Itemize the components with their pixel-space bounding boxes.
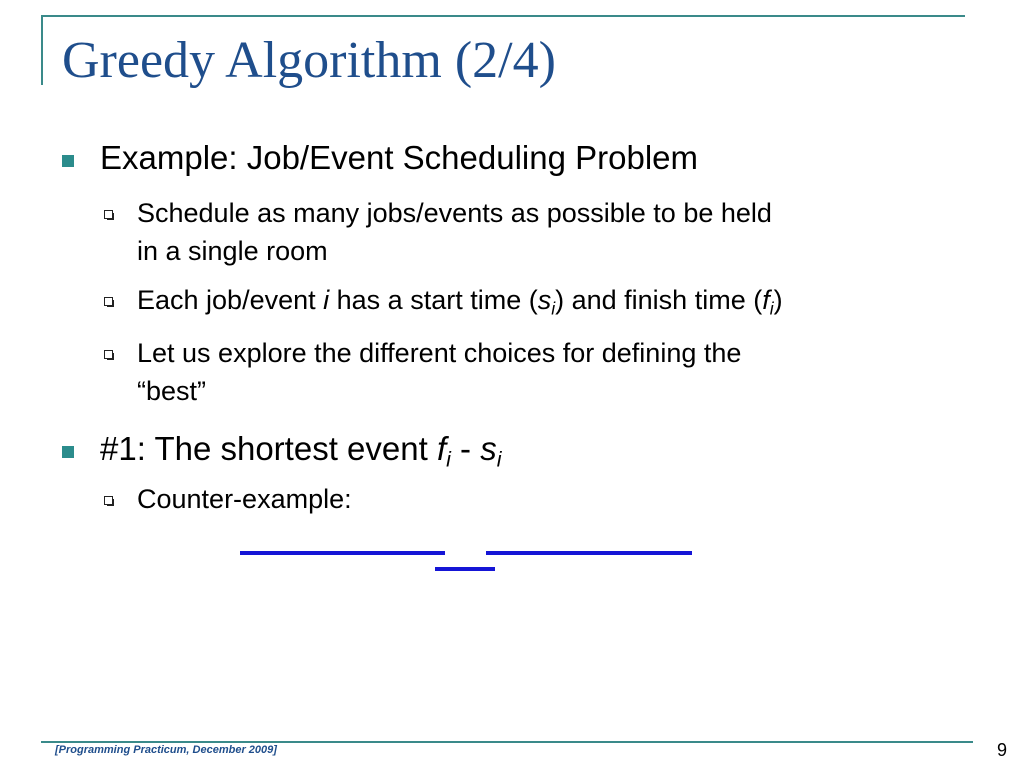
counter-example-interval-short	[435, 567, 495, 571]
footer-citation: [Programming Practicum, December 2009]	[55, 744, 277, 756]
sub-bullet-explore-line2: “best”	[137, 376, 207, 406]
sub-bullet-box-icon	[104, 297, 113, 306]
slide-title: Greedy Algorithm (2/4)	[62, 32, 556, 89]
sub-bullet-box-icon	[104, 210, 113, 219]
bullet-example-problem: Example: Job/Event Scheduling Problem	[100, 139, 698, 176]
sub-bullet-schedule-line1: Schedule as many jobs/events as possible to be held	[137, 198, 772, 228]
bullet-square-icon	[62, 446, 74, 458]
counter-example-interval-long-right	[486, 551, 692, 555]
bullet-square-icon	[62, 155, 74, 167]
footer-line	[41, 741, 973, 743]
counter-example-interval-long-left	[240, 551, 445, 555]
page-number: 9	[997, 740, 1008, 760]
sub-bullet-counter-example: Counter-example:	[137, 484, 352, 514]
sub-bullet-schedule-line2: in a single room	[137, 236, 328, 266]
bullet-shortest-event: #1: The shortest event $f_i - s_i$	[100, 430, 502, 472]
sub-bullet-box-icon	[104, 350, 113, 359]
sub-bullet-explore-line1: Let us explore the different choices for defining the	[137, 338, 742, 368]
title-frame-top-line	[41, 15, 965, 17]
title-frame-left-line	[41, 15, 43, 85]
sub-bullet-box-icon	[104, 496, 113, 505]
sub-bullet-start-finish-time: Each job/event i has a start time $(s_i)$ and finish time $(f_i)$	[137, 285, 783, 319]
